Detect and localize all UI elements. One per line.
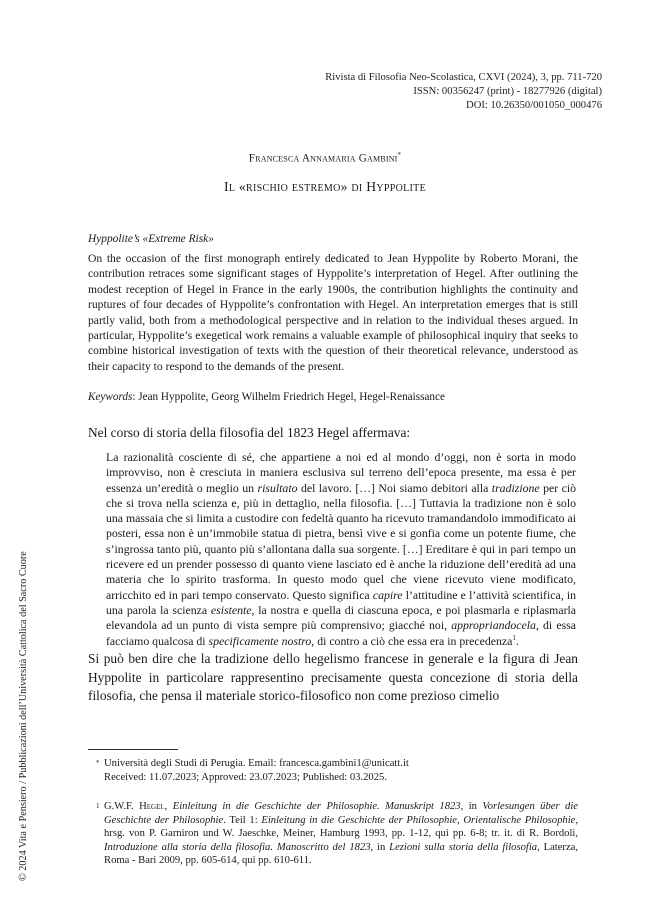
- footnote-segment: ,: [164, 801, 173, 812]
- author-name: [0, 151, 650, 165]
- footnote-work-title: Einleitung in die Geschichte der Philosophie, Orientalische Philosophie: [261, 814, 576, 826]
- abstract-text: On the occasion of the first monograph entirely dedicated to Jean Hyppolite by Roberto Morani, the contribution retraces some significant stages of Hyppolite’s interpretation of Hegel. After outlining the modest reception of Hegel in France in the early 1900s, the contribution highlights the continuity and ruptures of four decades of Hyppolite’s confrontation with Hegel. An interpretation emerges that is still partly valid, both from a methodological perspective and in relation to the individual theses argued. In particular, Hyppolite’s exegetical work remains a valuable example of philosophical inquiry that seeks to combine historical investigation of texts with the question of their theoretical relevance, understood as their capacity to respond to the demands of the present.: [88, 252, 578, 373]
- footnote-mark: 1: [96, 802, 100, 810]
- author-affiliation: Università degli Studi di Perugia. Email: francesca.gambini1@unicatt.it: [104, 758, 409, 769]
- footnote-segment: , in: [460, 801, 483, 812]
- quote-emphasis: capire: [372, 587, 403, 602]
- footnote-divider: [88, 749, 178, 750]
- footnote-author-name: Hegel: [139, 801, 165, 812]
- quote-emphasis: tradizione: [491, 480, 540, 495]
- quote-emphasis: specificamente nostro: [208, 633, 312, 648]
- quote-emphasis: risultato: [257, 480, 298, 495]
- quote-segment: del lavoro. […] Noi siamo debitori alla: [297, 480, 492, 495]
- footnote-work-title: Lezioni sulla storia della filosofia: [389, 841, 538, 853]
- footnote-segment: , hrsg. von P. Garniron und W. Jaeschke, Meiner, Hamburg 1993, pp. 1-12, qui pp. 6-8; tr. it. di R. Bordoli,: [104, 814, 578, 840]
- quote-segment: La razionalità cosciente di sé, che appartiene a noi ed al mondo d’oggi, non è sorta in modo improvviso, non è cresciuta in maniera esclusiva sul terreno dell’epoca presente, ma essa è per essenza un’eredità o meglio un: [106, 450, 576, 495]
- footnote-reference[interactable]: 1: [512, 633, 516, 642]
- footnote-segment: . Teil 1:: [223, 814, 262, 826]
- footnote-1: [96, 800, 579, 868]
- quote-segment: , la nostra e quella di ciascuna epoca, e poi plasmarla e riplasmarla elevandola ad un punto di vista sempre più comprensivo; giacché noi,: [106, 602, 577, 633]
- block-quote: [106, 450, 576, 649]
- keywords-label: Keywords: [88, 391, 133, 403]
- article-dates: Received: 11.07.2023; Approved: 23.07.2023; Published: 03.2025.: [104, 771, 387, 783]
- quote-segment: l’attitudine e l’attività scientifica, in una parola la scienza: [106, 587, 576, 617]
- intro-sentence: Nel corso di storia della filosofia del 1823 Hegel affermava:: [88, 425, 411, 440]
- footnote-mark: *: [96, 759, 100, 767]
- footnote-author: [96, 757, 578, 784]
- quote-emphasis: appropriandocela: [451, 618, 536, 633]
- footnote-work-title: Einleitung in die Geschichte der Philosophie. Manuskript 1823: [172, 801, 461, 812]
- author-footnote-mark: *: [397, 151, 402, 159]
- body-paragraph: Si può ben dire che la tradizione dello hegelismo francese in generale e la figura di Jean Hyppolite in particolare rappresentino precisamente questa concezione di storia della filosofia, che pensa il materiale storico-filosofico non come prezioso cimelio: [88, 651, 578, 704]
- quote-segment: .: [515, 633, 519, 648]
- abstract-title: Hyppolite’s «Extreme Risk»: [88, 233, 214, 245]
- footnote-work-title: Vorlesungen über die Geschichte der Philosophie: [104, 801, 578, 826]
- footnote-work-title: Introduzione alla storia della filosofia. Manoscritto del 1823: [104, 841, 371, 853]
- journal-doi: DOI: 10.26350/001050_000476: [466, 100, 602, 111]
- article-title: Il «rischio estremo» di Hyppolite: [224, 179, 426, 194]
- keywords-text: : Jean Hyppolite, Georg Wilhelm Friedrich Hegel, Hegel-Renaissance: [132, 391, 445, 403]
- quote-segment: per ciò che si trova nella scienza e, più in dettaglio, nella filosofia. […] Tuttavia la tradizione non è solo una massaia che si limita a custodire con fedeltà quanto ha ricevuto tramandandolo immodificato ai posteri, essa non è un’immobile statua di pietra, bensì vive e si gonfia come un potente fiume, che s’ingrossa tanto più, quanto più s’allontana dalla sua sorgente. […] Ereditare è qui in pari tempo un ricevere ed un prender possesso di quanto viene lasciato ed è anche la riduzione dell’eredità ad una materia che lo spirito trasforma. In questo modo quel che viene ricevuto viene modificato, arricchito ed in pari tempo conservato. Questo significa: [106, 480, 577, 602]
- footnote-segment: G.W.F.: [104, 801, 140, 812]
- footnote-segment: , in: [370, 841, 390, 853]
- journal-issn: ISSN: 00356247 (print) - 18277926 (digital): [413, 86, 602, 97]
- quote-emphasis: esistente: [210, 602, 252, 617]
- author-name-text: Francesca Annamaria Gambini: [248, 152, 398, 165]
- quote-segment: , di contro a ciò che essa era in precedenza: [311, 633, 513, 648]
- footnote-segment: , Laterza, Roma - Bari 2009, pp. 605-614, qui pp. 610-611.: [104, 841, 579, 867]
- quote-segment: , di essa facciamo qualcosa di: [106, 618, 576, 648]
- side-copyright: © 2024 Vita e Pensiero / Pubblicazioni dell’Università Cattolica del Sacro Cuore: [18, 551, 29, 881]
- keywords: [88, 390, 578, 405]
- journal-citation: Rivista di Filosofia Neo-Scolastica, CXVI (2024), 3, pp. 711-720: [325, 72, 602, 83]
- journal-info: [242, 71, 602, 113]
